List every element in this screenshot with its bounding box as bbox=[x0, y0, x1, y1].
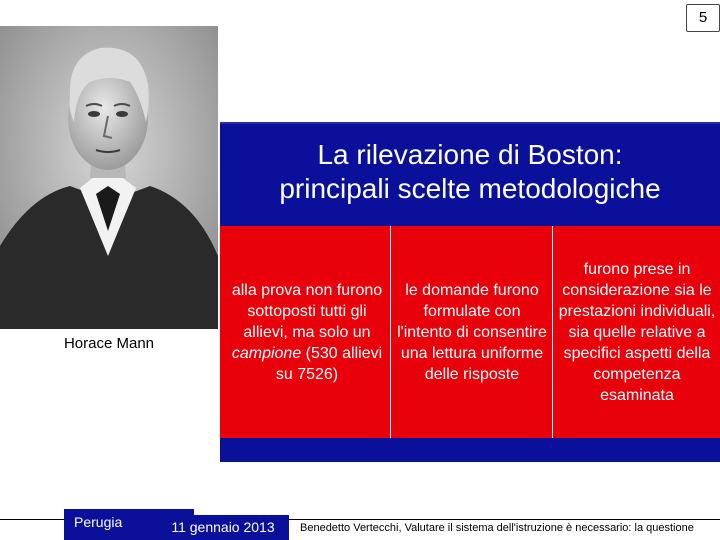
portrait-photo bbox=[0, 26, 218, 329]
title-band bbox=[220, 122, 720, 222]
column-prestazioni-text: furono prese in considerazione sia le prestazioni individuali, sia quelle relative a specifici aspetti della competenza esaminata bbox=[558, 260, 716, 404]
column-campione-text-a: alla prova non furono sottoposti tutti gli allievi, ma solo un bbox=[231, 281, 383, 341]
footer-place: Perugia bbox=[64, 509, 194, 540]
title-line-2: principali scelte metodologiche bbox=[279, 173, 661, 204]
column-campione bbox=[226, 226, 388, 438]
slide-number: 5 bbox=[686, 4, 720, 32]
portrait-caption: Horace Mann bbox=[63, 335, 155, 352]
footer-date: 11 gennaio 2013 bbox=[157, 515, 289, 540]
column-campione-text-b: (530 allievi su 7526) bbox=[275, 344, 383, 383]
column-divider bbox=[552, 226, 553, 438]
column-domande-text: le domande furono formulate con l'intento di consentire una lettura uniforme delle risposte bbox=[397, 281, 547, 383]
column-domande bbox=[394, 226, 550, 438]
content-panel bbox=[220, 226, 720, 438]
slide-title bbox=[220, 138, 720, 206]
content-band bbox=[220, 220, 720, 462]
footer-citation: Benedetto Vertecchi, Valutare il sistema dell'istruzione è necessario: la questione bbox=[300, 522, 694, 534]
column-campione-italic: campione bbox=[231, 344, 302, 362]
title-line-1: La rilevazione di Boston: bbox=[317, 139, 623, 170]
column-prestazioni bbox=[556, 226, 718, 438]
column-divider bbox=[390, 226, 391, 438]
